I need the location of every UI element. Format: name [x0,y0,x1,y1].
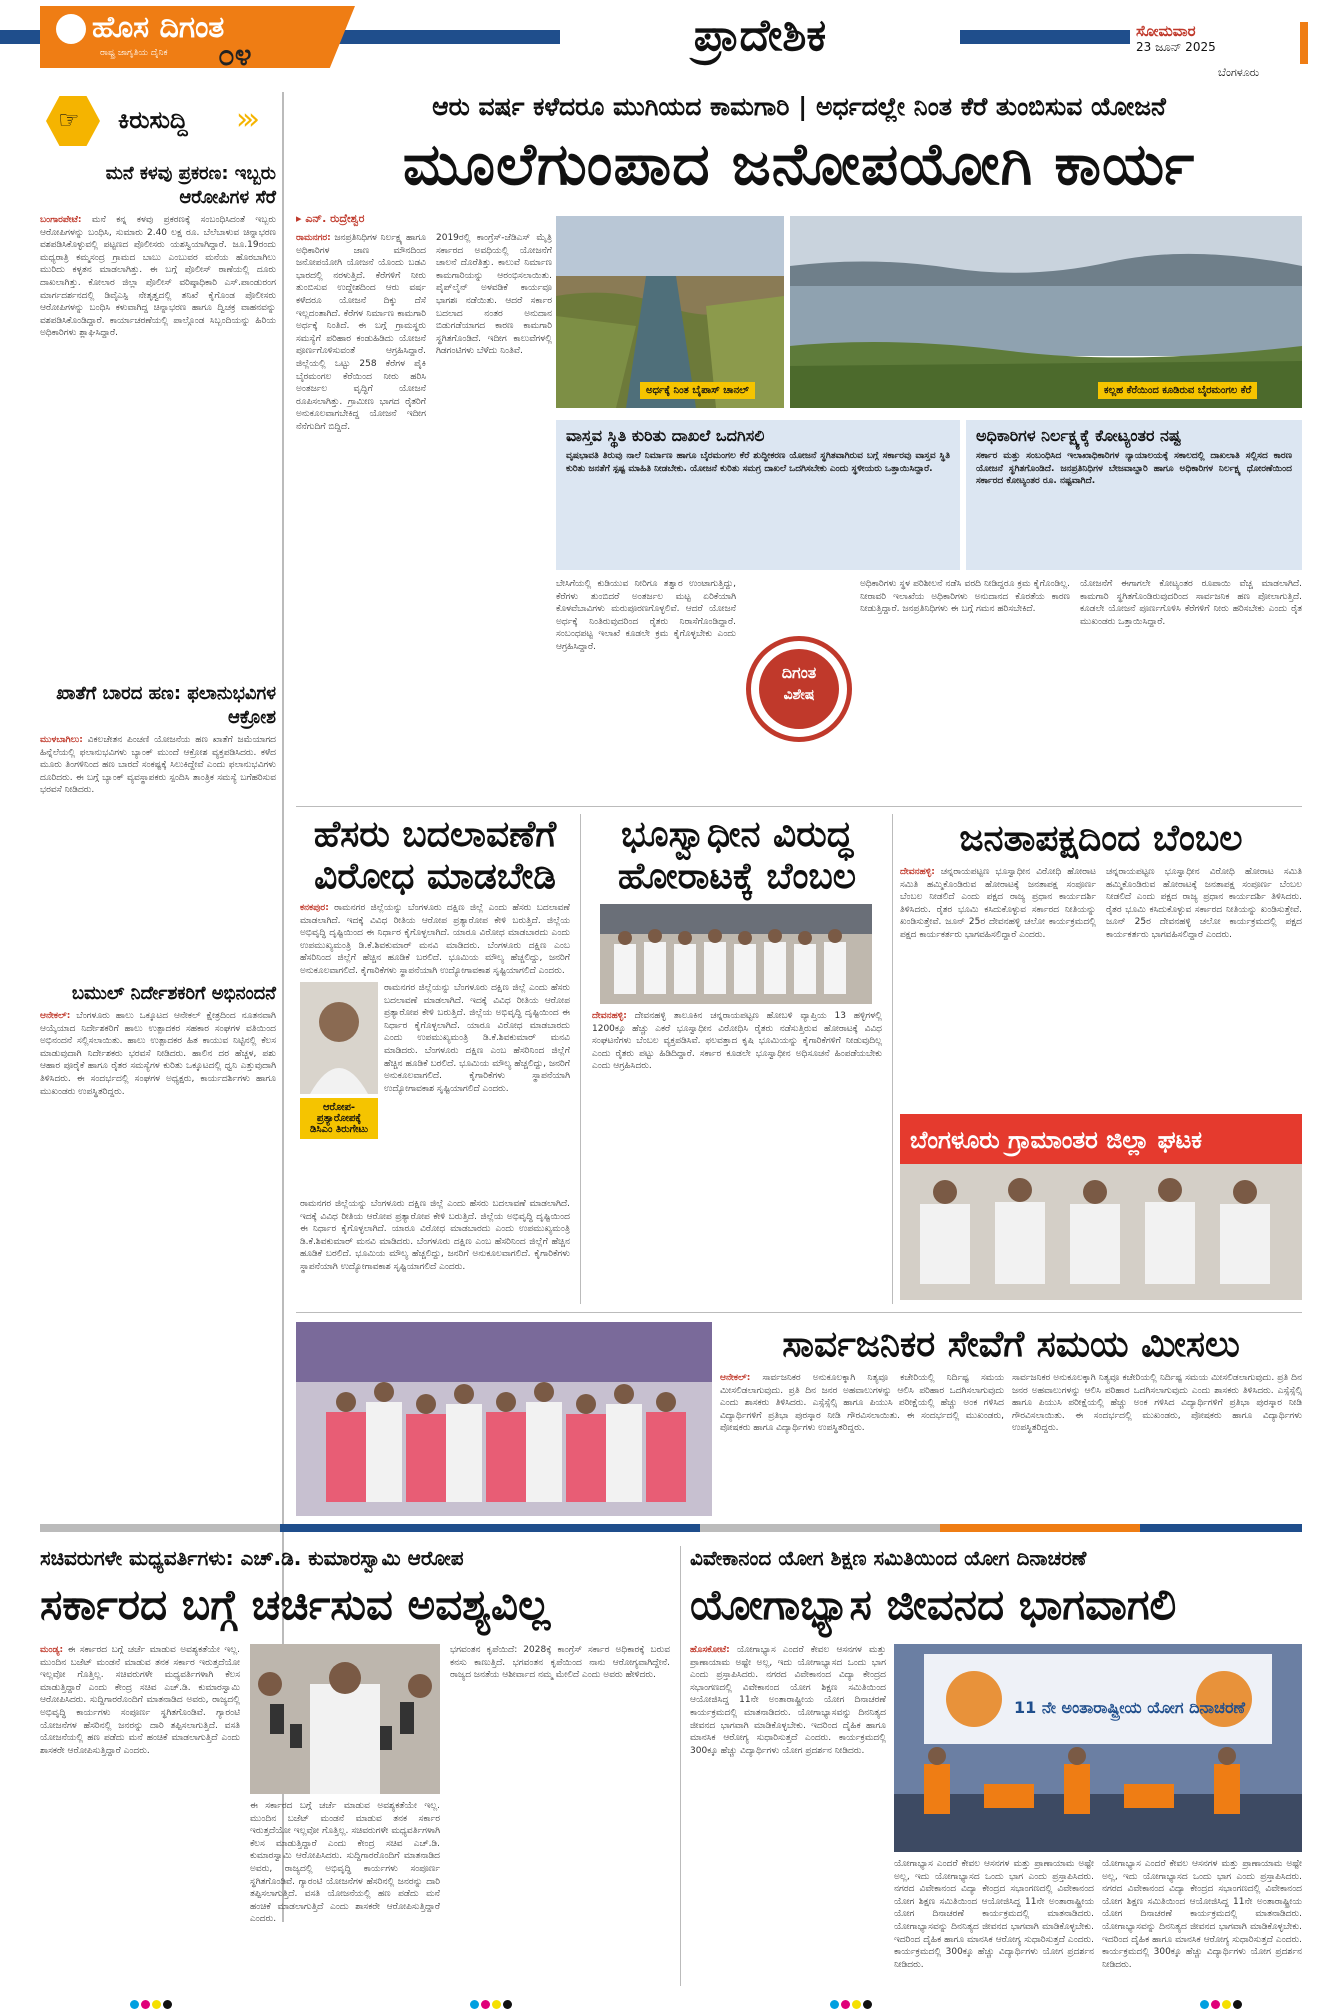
brief-headline: ಮನೆ ಕಳವು ಪ್ರಕರಣ: ಇಬ್ಬರು ಆರೋಪಿಗಳ ಸೆರೆ [105,163,276,208]
lead-kicker: ಆರು ವರ್ಷ ಕಳೆದರೂ ಮುಗಿಯದ ಕಾಮಗಾರಿ | ಅರ್ಧದಲ್ಲೇ ನಿಂತ ಕೆರೆ ತುಂಬಿಸುವ ಯೋಜನೆ [432,92,1166,121]
brief-dateline: ಮುಳಬಾಗಿಲು: [40,735,83,745]
lead-dateline: ರಾಮನಗರ: [296,233,331,243]
lead-text: ಯೋಜನೆಗೆ ಈಗಾಗಲೇ ಕೋಟ್ಯಂತರ ರೂಪಾಯಿ ವೆಚ್ಚ ಮಾಡಲಾಗಿದೆ. ಕಾಮಗಾರಿ ಸ್ಥಗಿತಗೊಂಡಿರುವುದರಿಂದ ಸಾರ್ವಜನಿಕ ಹಣ ಪೋಲಾಗುತ್ತಿದೆ. ಕೂಡಲೇ ಯೋಜನೆ ಪೂರ್ಣಗೊಳಿಸಿ ಕೆರೆಗಳಿಗೆ ನೀರು ಹರಿಸಬೇಕು ಎಂದು ರೈತ ಮುಖಂಡರು ಒತ್ತಾಯಿಸಿದ್ದಾರೆ. [1080,579,1302,627]
brief-text: ಬೆಂಗಳೂರು ಹಾಲು ಒಕ್ಕೂಟದ ಆನೇಕಲ್ ಕ್ಷೇತ್ರದಿಂದ ನೂತನವಾಗಿ ಆಯ್ಕೆಯಾದ ನಿರ್ದೇಶಕರಿಗೆ ಹಾಲು ಉತ್ಪಾದಕರ ಸಹಕಾರ ಸಂಘಗಳ ವತಿಯಿಂದ ಅಭಿನಂದನೆ ಸಲ್ಲಿಸಲಾಯಿತು. ಹಾಲು ಉತ್ಪಾದಕರ ಹಿತ ಕಾಯುವ ನಿಟ್ಟಿನಲ್ಲಿ ಕೆಲಸ ಮಾಡುವುದಾಗಿ ನಿರ್ದೇಶಕರು ಭರವಸೆ ನೀಡಿದರು. ಹಾಲಿನ ದರ ಹೆಚ್ಚಳ, ಪಶು ಆಹಾರ ಪೂರೈಕೆ ಹಾಗೂ ರೈತರ ಸಮಸ್ಯೆಗಳ ಕುರಿತು ಒಕ್ಕೂಟದಲ್ಲಿ ಧ್ವನಿ ಎತ್ತುವುದಾಗಿ ತಿಳಿಸಿದರು. ಈ ಸಂದರ್ಭದಲ್ಲಿ ಸಂಘಗಳ ಅಧ್ಯಕ್ಷರು, ಕಾರ್ಯದರ್ಶಿಗಳು ಹಾಗೂ ಮುಖಂಡರು ಉಪಸ್ಥಿತರಿದ್ದರು. [40,1011,276,1097]
lead-column [296,232,426,642]
brief-text: ವಿಕಲಚೇತನ ಪಿಂಚಣಿ ಯೋಜನೆಯ ಹಣ ಖಾತೆಗೆ ಜಮೆಯಾಗದ ಹಿನ್ನೆಲೆಯಲ್ಲಿ ಫಲಾನುಭವಿಗಳು ಬ್ಯಾಂಕ್ ಮುಂದೆ ಆಕ್ರೋಶ ವ್ಯಕ್ತಪಡಿಸಿದರು. ಕಳೆದ ಮೂರು ತಿಂಗಳಿನಿಂದ ಹಣ ಬಾರದೆ ಸಂಕಷ್ಟಕ್ಕೆ ಸಿಲುಕಿದ್ದೇವೆ ಎಂದು ಫಲಾನುಭವಿಗಳು ದೂರಿದರು. ಈ ಬಗ್ಗೆ ಬ್ಯಾಂಕ್ ವ್ಯವಸ್ಥಾಪಕರು ಸ್ಪಂದಿಸಿ ತಾಂತ್ರಿಕ ಸಮಸ್ಯೆ ಬಗೆಹರಿಸುವ ಭರವಸೆ ನೀಡಿದರು. [40,735,276,796]
column-divider [680,1546,681,1986]
janata-text: ಚನ್ನರಾಯಪಟ್ಟಣ ಭೂಸ್ವಾಧೀನ ವಿರೋಧಿ ಹೋರಾಟ ಸಮಿತಿ ಹಮ್ಮಿಕೊಂಡಿರುವ ಹೋರಾಟಕ್ಕೆ ಜನತಾಪಕ್ಷ ಸಂಪೂರ್ಣ ಬೆಂಬಲ ನೀಡಲಿದೆ ಎಂದು ಪಕ್ಷದ ರಾಜ್ಯ ಪ್ರಧಾನ ಕಾರ್ಯದರ್ಶಿ ತಿಳಿಸಿದರು. ರೈತರ ಭೂಮಿ ಕಸಿದುಕೊಳ್ಳುವ ಸರ್ಕಾರದ ನೀತಿಯನ್ನು ಖಂಡಿಸುತ್ತೇವೆ. ಜೂನ್ 25ರ ದೇವನಹಳ್ಳಿ ಚಲೋ ಕಾರ್ಯಕ್ರಮದಲ್ಲಿ ಪಕ್ಷದ ಕಾರ್ಯಕರ್ತರು ಭಾಗವಹಿಸಲಿದ್ದಾರೆ ಎಂದರು. [900,867,1096,940]
yoga-headline: ಯೋಗಾಭ್ಯಾಸ ಜೀವನದ ಭಾಗವಾಗಲಿ [690,1580,1177,1629]
fact-box-text: ವೃಷಭಾವತಿ ತಿರುವು ನಾಲೆ ನಿರ್ಮಾಣ ಹಾಗೂ ಬೈರಮಂಗಲ ಕೆರೆ ಶುದ್ಧೀಕರಣ ಯೋಜನೆ ಸ್ಥಗಿತವಾಗಿರುವ ಬಗ್ಗೆ ಸರ್ಕಾರವು ವಾಸ್ತವ ಸ್ಥಿತಿ ಕುರಿತು ಜನತೆಗೆ ಸ್ಪಷ್ಟ ಮಾಹಿತಿ ನೀಡಬೇಕು. ಯೋಜನೆ ಕುರಿತು ಸಮಗ್ರ ದಾಖಲೆ ಒದಗಿಸಬೇಕು ಎಂದು ಸ್ಥಳೀಯರು ಒತ್ತಾಯಿಸಿದ್ದಾರೆ. [566,451,950,474]
fact-box [966,420,1302,570]
rename-body-cont [300,1198,570,1298]
canal-illustration [556,216,784,408]
briefs-title: ಕಿರುಸುದ್ದಿ [118,106,188,134]
public-text-cont: ಸಾರ್ವಜನಿಕರ ಅನುಕೂಲಕ್ಕಾಗಿ ನಿತ್ಯವೂ ಕಚೇರಿಯಲ್ಲಿ ನಿರ್ದಿಷ್ಟ ಸಮಯ ಮೀಸಲಿಡಲಾಗುವುದು. ಪ್ರತಿ ದಿನ ಜನರ ಅಹವಾಲುಗಳನ್ನು ಆಲಿಸಿ ಪರಿಹಾರ ಒದಗಿಸಲಾಗುವುದು ಎಂದು ಶಾಸಕರು ತಿಳಿಸಿದರು. ಎಸ್ಸೆಸ್ಸೆಲ್ಸಿ ಹಾಗೂ ಪಿಯುಸಿ ಪರೀಕ್ಷೆಯಲ್ಲಿ ಹೆಚ್ಚು ಅಂಕ ಗಳಿಸಿದ ವಿದ್ಯಾರ್ಥಿಗಳಿಗೆ ಪ್ರತಿಭಾ ಪುರಸ್ಕಾರ ನೀಡಿ ಗೌರವಿಸಲಾಯಿತು. ಈ ಸಂದರ್ಭದಲ್ಲಿ ಮುಖಂಡರು, ಪೋಷಕರು ಹಾಗೂ ವಿದ್ಯಾರ್ಥಿಗಳು ಉಪಸ್ಥಿತರಿದ್ದರು. [1012,1373,1302,1434]
yoga-illustration [894,1644,1302,1852]
date-date: 23 ಜೂನ್ 2025 [1136,40,1216,54]
hdk-text-2: ಭಗವಂತನ ಕೃಪೆಯಿದೆ: 2028ಕ್ಕೆ ಕಾಂಗ್ರೆಸ್ ಸರ್ಕಾರ ಅಧಿಕಾರಕ್ಕೆ ಬರುವ ಕನಸು ಕಾಣುತ್ತಿದೆ. ಭಗವಂತನ ಕೃಪೆಯಿಂದ ನಾನು ಆರೋಗ್ಯವಾಗಿದ್ದೇನೆ. ರಾಜ್ಯದ ಜನತೆಯ ಆಶೀರ್ವಾದ ನಮ್ಮ ಮೇಲಿದೆ ಎಂದು ಅವರು ಹೇಳಿದರು. [450,1645,670,1681]
brief-headline: ಖಾತೆಗೆ ಬಾರದ ಹಣ: ಫಲಾನುಭವಿಗಳ ಆಕ್ರೋಶ [56,683,276,728]
hdk-text-cont: ಈ ಸರ್ಕಾರದ ಬಗ್ಗೆ ಚರ್ಚೆ ಮಾಡುವ ಅವಶ್ಯಕತೆಯೇ ಇಲ್ಲ. ಮುಂದಿನ ಬಜೆಟ್ ಮಂಡನೆ ಮಾಡುವ ತನಕ ಸರ್ಕಾರ ಇರುತ್ತದೆಯೋ ಇಲ್ಲವೋ ಗೊತ್ತಿಲ್ಲ. ಸಚಿವರುಗಳೇ ಮಧ್ಯವರ್ತಿಗಳಾಗಿ ಕೆಲಸ ಮಾಡುತ್ತಿದ್ದಾರೆ ಎಂದು ಕೇಂದ್ರ ಸಚಿವ ಎಚ್.ಡಿ. ಕುಮಾರಸ್ವಾಮಿ ಆರೋಪಿಸಿದರು. ಸುದ್ದಿಗಾರರೊಂದಿಗೆ ಮಾತನಾಡಿದ ಅವರು, ರಾಜ್ಯದಲ್ಲಿ ಅಭಿವೃದ್ಧಿ ಕಾರ್ಯಗಳು ಸಂಪೂರ್ಣ ಸ್ಥಗಿತಗೊಂಡಿವೆ. ಗ್ಯಾರಂಟಿ ಯೋಜನೆಗಳ ಹೆಸರಿನಲ್ಲಿ ಜನರನ್ನು ದಾರಿ ತಪ್ಪಿಸಲಾಗುತ್ತಿದೆ. ವಸತಿ ಯೋಜನೆಯಲ್ಲಿ ಹಣ ಪಡೆದು ಮನೆ ಹಂಚಿಕೆ ಮಾಡಲಾಗುತ್ತಿದೆ ಎಂದು ಶಾಸಕರೇ ಆರೋಪಿಸುತ್ತಿದ್ದಾರೆ ಎಂದರು. [250,1801,440,1925]
rename-text-cont: ರಾಮನಗರ ಜಿಲ್ಲೆಯನ್ನು ಬೆಂಗಳೂರು ದಕ್ಷಿಣ ಜಿಲ್ಲೆ ಎಂದು ಹೆಸರು ಬದಲಾವಣೆ ಮಾಡಲಾಗಿದೆ. ಇದಕ್ಕೆ ವಿವಿಧ ರೀತಿಯ ಆರೋಪ ಪ್ರತ್ಯಾರೋಪ ಕೇಳಿ ಬರುತ್ತಿದೆ. ಜಿಲ್ಲೆಯ ಅಭಿವೃದ್ಧಿ ದೃಷ್ಟಿಯಿಂದ ಈ ನಿರ್ಧಾರ ಕೈಗೊಳ್ಳಲಾಗಿದೆ. ಯಾರೂ ವಿರೋಧ ಮಾಡಬಾರದು ಎಂದು ಉಪಮುಖ್ಯಮಂತ್ರಿ ಡಿ.ಕೆ.ಶಿವಕುಮಾರ್ ಮನವಿ ಮಾಡಿದರು. ಬೆಂಗಳೂರು ದಕ್ಷಿಣ ಎಂಬ ಹೆಸರಿನಿಂದ ಜಿಲ್ಲೆಗೆ ಹೆಚ್ಚಿನ ಹೂಡಿಕೆ ಬರಲಿದೆ. ಭೂಮಿಯ ಮೌಲ್ಯ ಹೆಚ್ಚಲಿದ್ದು, ಜನರಿಗೆ ಅನುಕೂಲವಾಗಲಿದೆ. ಕೈಗಾರಿಕೆಗಳು ಸ್ಥಾಪನೆಯಾಗಿ ಉದ್ಯೋಗಾವಕಾಶ ಸೃಷ್ಟಿಯಾಗಲಿದೆ ಎಂದರು. [384,983,570,1094]
hdk-press-photo [250,1644,440,1794]
lead-column [436,232,552,642]
brief-item [40,982,276,1098]
land-body [592,1010,882,1300]
rename-dateline: ಕನಕಪುರ: [300,903,329,913]
yoga-body-cont [1102,1858,1302,1984]
janata-body-cont [1106,866,1302,1106]
hdk-dateline: ಮಂಡ್ಯ: [40,1645,64,1655]
page-number: ೦೪ [218,38,252,73]
fact-box-title: ಅಧಿಕಾರಿಗಳ ನಿರ್ಲಕ್ಷ್ಯಕ್ಕೆ ಕೋಟ್ಯಂತರ ನಷ್ಟ [976,426,1181,445]
date-city: ಬೆಂಗಳೂರು [1218,66,1260,79]
registration-marks [830,1994,874,2009]
band-segment [700,1524,940,1532]
portrait-caption: ಆರೋಪ-ಪ್ರತ್ಯಾರೋಪಕ್ಕೆ ಡಿಸಿಎಂ ತಿರುಗೇಟು [300,1098,378,1139]
yoga-text-cont: ಯೋಗಾಭ್ಯಾಸ ಎಂದರೆ ಕೇವಲ ಆಸನಗಳ ಮತ್ತು ಪ್ರಾಣಾಯಾಮ ಅಷ್ಟೇ ಅಲ್ಲ, ಇದು ಯೋಗಾಭ್ಯಾಸದ ಒಂದು ಭಾಗ ಎಂದು ಪ್ರಸ್ತಾಪಿಸಿದರು. ನಗರದ ವಿವೇಕಾನಂದ ವಿದ್ಯಾ ಕೇಂದ್ರದ ಸಭಾಂಗಣದಲ್ಲಿ ವಿವೇಕಾನಂದ ಯೋಗ ಶಿಕ್ಷಣ ಸಮಿತಿಯಿಂದ ಆಯೋಜಿಸಿದ್ದ 11ನೇ ಅಂತಾರಾಷ್ಟ್ರೀಯ ಯೋಗ ದಿನಾಚರಣೆ ಕಾರ್ಯಕ್ರಮದಲ್ಲಿ ಮಾತನಾಡಿದರು. ಯೋಗಾಭ್ಯಾಸವನ್ನು ದಿನನಿತ್ಯದ ಜೀವನದ ಭಾಗವಾಗಿ ಮಾಡಿಕೊಳ್ಳಬೇಕು. ಇದರಿಂದ ದೈಹಿಕ ಹಾಗೂ ಮಾನಸಿಕ ಆರೋಗ್ಯ ಸುಧಾರಿಸುತ್ತದೆ ಎಂದರು. ಕಾರ್ಯಕ್ರಮದಲ್ಲಿ 300ಕ್ಕೂ ಹೆಚ್ಚು ವಿದ್ಯಾರ್ಥಿಗಳು ಯೋಗ ಪ್ರದರ್ಶನ ನೀಡಿದರು. [894,1859,1094,1970]
column-divider [580,814,581,1304]
dcm-portrait [300,982,378,1094]
yoga-body-cont [894,1858,1094,1984]
brief-text: ಮನೆ ಕನ್ನ ಕಳವು ಪ್ರಕರಣಕ್ಕೆ ಸಂಬಂಧಿಸಿದಂತೆ ಇಬ್ಬರು ಆರೋಪಿಗಳನ್ನು ಬಂಧಿಸಿ, ಸುಮಾರು 2.40 ಲಕ್ಷ ರೂ. ಬೆಲೆಬಾಳುವ ಚಿನ್ನಾಭರಣ ವಶಪಡಿಸಿಕೊಳ್ಳುವಲ್ಲಿ ಪಟ್ಟಣದ ಪೊಲೀಸರು ಯಶಸ್ವಿಯಾಗಿದ್ದಾರೆ. ಜೂ.19ರಂದು ಮಧ್ಯರಾತ್ರಿ ಕಮ್ಮಸಂದ್ರ ಗ್ರಾಮದ ಬಾಬು ಎಂಬುವರ ಮನೆಯ ಹೊರಬಾಗಿಲು ಮುರಿದು ಕಳ್ಳತನ ಮಾಡಲಾಗಿತ್ತು. ಈ ಬಗ್ಗೆ ಪೊಲೀಸ್ ಠಾಣೆಯಲ್ಲಿ ದೂರು ದಾಖಲಾಗಿತ್ತು. ಕೋಲಾರ ಜಿಲ್ಲಾ ಪೊಲೀಸ್ ವರಿಷ್ಠಾಧಿಕಾರಿ ಎಸ್.ಪಾಂಡುರಂಗ ಮಾರ್ಗದರ್ಶನದಲ್ಲಿ ಡಿವೈಎಸ್ಪಿ ನೇತೃತ್ವದಲ್ಲಿ ತನಿಖೆ ಕೈಗೊಂಡ ಪೊಲೀಸರು ಆರೋಪಿಗಳನ್ನು ಬಂಧಿಸಿ ಕಳುವಾಗಿದ್ದ ಚಿನ್ನಾಭರಣ ಹಾಗೂ ದ್ವಿಚಕ್ರ ವಾಹನವನ್ನು ವಶಪಡಿಸಿಕೊಂಡಿದ್ದಾರೆ. ಕಾರ್ಯಾಚರಣೆಯಲ್ಲಿ ಪಾಲ್ಗೊಂಡ ಸಿಬ್ಬಂದಿಯನ್ನು ಹಿರಿಯ ಅಧಿಕಾರಿಗಳು ಶ್ಲಾಘಿಸಿದ್ದಾರೆ. [40,215,276,339]
public-dateline: ಆನೇಕಲ್: [720,1373,751,1383]
yoga-banner-text: 11 ನೇ ಅಂತಾರಾಷ್ಟ್ರೀಯ ಯೋಗ ದಿನಾಚರಣೆ [1014,1698,1246,1717]
hdk-headline: ಸರ್ಕಾರದ ಬಗ್ಗೆ ಚರ್ಚಿಸುವ ಅವಶ್ಯವಿಲ್ಲ [40,1580,551,1629]
rename-body [300,902,570,978]
band-segment [280,1524,700,1532]
felicitation-photo [296,1322,712,1516]
fact-box-title: ವಾಸ್ತವ ಸ್ಥಿತಿ ಕುರಿತು ದಾಖಲೆ ಒದಗಿಸಲಿ [566,426,765,445]
date-accent-bar [1300,22,1308,64]
hdk-text: ಈ ಸರ್ಕಾರದ ಬಗ್ಗೆ ಚರ್ಚೆ ಮಾಡುವ ಅವಶ್ಯಕತೆಯೇ ಇಲ್ಲ. ಮುಂದಿನ ಬಜೆಟ್ ಮಂಡನೆ ಮಾಡುವ ತನಕ ಸರ್ಕಾರ ಇರುತ್ತದೆಯೋ ಇಲ್ಲವೋ ಗೊತ್ತಿಲ್ಲ. ಸಚಿವರುಗಳೇ ಮಧ್ಯವರ್ತಿಗಳಾಗಿ ಕೆಲಸ ಮಾಡುತ್ತಿದ್ದಾರೆ ಎಂದು ಕೇಂದ್ರ ಸಚಿವ ಎಚ್.ಡಿ. ಕುಮಾರಸ್ವಾಮಿ ಆರೋಪಿಸಿದರು. ಸುದ್ದಿಗಾರರೊಂದಿಗೆ ಮಾತನಾಡಿದ ಅವರು, ರಾಜ್ಯದಲ್ಲಿ ಅಭಿವೃದ್ಧಿ ಕಾರ್ಯಗಳು ಸಂಪೂರ್ಣ ಸ್ಥಗಿತಗೊಂಡಿವೆ. ಗ್ಯಾರಂಟಿ ಯೋಜನೆಗಳ ಹೆಸರಿನಲ್ಲಿ ಜನರನ್ನು ದಾರಿ ತಪ್ಪಿಸಲಾಗುತ್ತಿದೆ. ವಸತಿ ಯೋಜನೆಯಲ್ಲಿ ಹಣ ಪಡೆದು ಮನೆ ಹಂಚಿಕೆ ಮಾಡಲಾಗುತ್ತಿದೆ ಎಂದು ಶಾಸಕರೇ ಆರೋಪಿಸುತ್ತಿದ್ದಾರೆ ಎಂದರು. [40,1645,240,1756]
paper-tagline: ರಾಷ್ಟ್ರ ಜಾಗೃತಿಯ ದೈನಿಕ [100,48,168,58]
band-segment [940,1524,1140,1532]
briefs-header [40,92,276,150]
janata-dateline: ದೇವನಹಳ್ಳಿ: [900,867,935,877]
band-segment [1140,1524,1302,1532]
land-dateline: ದೇವನಹಳ್ಳಿ: [592,1011,627,1021]
public-headline: ಸಾರ್ವಜನಿಕರ ಸೇವೆಗೆ ಸಮಯ ಮೀಸಲು [782,1324,1240,1365]
digantha-special-seal [746,636,852,742]
yoga-text-cont: ಯೋಗಾಭ್ಯಾಸ ಎಂದರೆ ಕೇವಲ ಆಸನಗಳ ಮತ್ತು ಪ್ರಾಣಾಯಾಮ ಅಷ್ಟೇ ಅಲ್ಲ, ಇದು ಯೋಗಾಭ್ಯಾಸದ ಒಂದು ಭಾಗ ಎಂದು ಪ್ರಸ್ತಾಪಿಸಿದರು. ನಗರದ ವಿವೇಕಾನಂದ ವಿದ್ಯಾ ಕೇಂದ್ರದ ಸಭಾಂಗಣದಲ್ಲಿ ವಿವೇಕಾನಂದ ಯೋಗ ಶಿಕ್ಷಣ ಸಮಿತಿಯಿಂದ ಆಯೋಜಿಸಿದ್ದ 11ನೇ ಅಂತಾರಾಷ್ಟ್ರೀಯ ಯೋಗ ದಿನಾಚರಣೆ ಕಾರ್ಯಕ್ರಮದಲ್ಲಿ ಮಾತನಾಡಿದರು. ಯೋಗಾಭ್ಯಾಸವನ್ನು ದಿನನಿತ್ಯದ ಜೀವನದ ಭಾಗವಾಗಿ ಮಾಡಿಕೊಳ್ಳಬೇಕು. ಇದರಿಂದ ದೈಹಿಕ ಹಾಗೂ ಮಾನಸಿಕ ಆರೋಗ್ಯ ಸುಧಾರಿಸುತ್ತದೆ ಎಂದರು. ಕಾರ್ಯಕ್ರಮದಲ್ಲಿ 300ಕ್ಕೂ ಹೆಚ್ಚು ವಿದ್ಯಾರ್ಥಿಗಳು ಯೋಗ ಪ್ರದರ್ಶನ ನೀಡಿದರು. [1102,1859,1302,1970]
portrait-illustration [300,982,378,1094]
brief-body [40,734,276,797]
lead-column [556,578,736,796]
section-divider [296,1312,1302,1313]
registration-marks [470,1994,514,2009]
section-title: ಪ್ರಾದೇಶಿಕ [560,10,960,70]
public-text: ಸಾರ್ವಜನಿಕರ ಅನುಕೂಲಕ್ಕಾಗಿ ನಿತ್ಯವೂ ಕಚೇರಿಯಲ್ಲಿ ನಿರ್ದಿಷ್ಟ ಸಮಯ ಮೀಸಲಿಡಲಾಗುವುದು. ಪ್ರತಿ ದಿನ ಜನರ ಅಹವಾಲುಗಳನ್ನು ಆಲಿಸಿ ಪರಿಹಾರ ಒದಗಿಸಲಾಗುವುದು ಎಂದು ಶಾಸಕರು ತಿಳಿಸಿದರು. ಎಸ್ಸೆಸ್ಸೆಲ್ಸಿ ಹಾಗೂ ಪಿಯುಸಿ ಪರೀಕ್ಷೆಯಲ್ಲಿ ಹೆಚ್ಚು ಅಂಕ ಗಳಿಸಿದ ವಿದ್ಯಾರ್ಥಿಗಳಿಗೆ ಪ್ರತಿಭಾ ಪುರಸ್ಕಾರ ನೀಡಿ ಗೌರವಿಸಲಾಯಿತು. ಈ ಸಂದರ್ಭದಲ್ಲಿ ಮುಖಂಡರು, ಪೋಷಕರು ಹಾಗೂ ವಿದ್ಯಾರ್ಥಿಗಳು ಉಪಸ್ಥಿತರಿದ್ದರು. [720,1373,1004,1434]
brief-headline: ಬಮುಲ್ ನಿರ್ದೇಶಕರಿಗೆ ಅಭಿನಂದನೆ [71,983,276,1004]
hdk-body-cont [450,1644,670,1984]
group-illustration [600,904,872,1004]
rename-body-cont [384,982,570,1194]
hdk-kicker: ಸಚಿವರುಗಳೇ ಮಧ್ಯವರ್ತಿಗಳು: ಎಚ್.ಡಿ. ಕುಮಾರಸ್ವಾಮಿ ಆರೋಪ [40,1546,464,1570]
logo-emblem-icon [56,14,86,44]
yoga-photo [894,1644,1302,1852]
brief-dateline: ಬಂಗಾರಪೇಟೆ: [40,215,82,225]
masthead [0,0,1338,82]
land-text: ದೇವನಹಳ್ಳಿ ತಾಲೂಕಿನ ಚನ್ನರಾಯಪಟ್ಟಣ ಹೋಬಳಿ ವ್ಯಾಪ್ತಿಯ 13 ಹಳ್ಳಿಗಳಲ್ಲಿ 1200ಕ್ಕೂ ಹೆಚ್ಚು ಎಕರೆ ಭೂಸ್ವಾಧೀನ ವಿರೋಧಿಸಿ ರೈತರು ನಡೆಸುತ್ತಿರುವ ಹೋರಾಟಕ್ಕೆ ವಿವಿಧ ಸಂಘಟನೆಗಳು ಬೆಂಬಲ ವ್ಯಕ್ತಪಡಿಸಿವೆ. ಫಲವತ್ತಾದ ಕೃಷಿ ಭೂಮಿಯನ್ನು ಕೈಗಾರಿಕೆಗಳಿಗೆ ನೀಡುವುದಿಲ್ಲ ಎಂದು ರೈತರು ಪಟ್ಟು ಹಿಡಿದಿದ್ದಾರೆ. ಸರ್ಕಾರ ಕೂಡಲೇ ಭೂಸ್ವಾಧೀನ ಅಧಿಸೂಚನೆ ಹಿಂಪಡೆಯಬೇಕು ಎಂದು ಆಗ್ರಹಿಸಿದರು. [592,1011,882,1072]
brief-dateline: ಆನೇಕಲ್: [40,1011,71,1021]
banner-text: ಬೆಂಗಳೂರು ಗ್ರಾಮಾಂತರ ಜಿಲ್ಲಾ ಘಟಕ [900,1120,1212,1160]
seal-line1: ದಿಗಂತ [781,663,817,682]
canal-photo [556,216,784,408]
janata-headline: ಜನತಾಪಕ್ಷದಿಂದ ಬೆಂಬಲ [959,818,1243,859]
brief-body [40,214,276,340]
column-divider [892,814,893,1304]
chevron-right-icon: ››› [236,102,254,137]
lake-illustration [790,216,1302,408]
lead-text: ಅಧಿಕಾರಿಗಳು ಸ್ಥಳ ಪರಿಶೀಲನೆ ನಡೆಸಿ ವರದಿ ನೀಡಿದ್ದರೂ ಕ್ರಮ ಕೈಗೊಂಡಿಲ್ಲ. ನೀರಾವರಿ ಇಲಾಖೆಯ ಅಧಿಕಾರಿಗಳು ಅನುದಾನದ ಕೊರತೆಯ ಕಾರಣ ನೀಡುತ್ತಿದ್ದಾರೆ. ಜನಪ್ರತಿನಿಧಿಗಳು ಈ ಬಗ್ಗೆ ಗಮನ ಹರಿಸಬೇಕಿದೆ. [860,579,1070,615]
janata-meeting-photo [900,1114,1302,1300]
yoga-kicker: ವಿವೇಕಾನಂದ ಯೋಗ ಶಿಕ್ಷಣ ಸಮಿತಿಯಿಂದ ಯೋಗ ದಿನಾಚರಣೆ [690,1546,1087,1570]
fact-box [556,420,960,570]
lead-text: ಜನಪ್ರತಿನಿಧಿಗಳ ನಿರ್ಲಕ್ಷ್ಯ ಹಾಗೂ ಅಧಿಕಾರಿಗಳ ಜಾಣ ಮೌನದಿಂದ ಜನೋಪಯೋಗಿ ಯೋಜನೆ ಯೊಂದು ಬಡವಿ ಭಾರದಲ್ಲಿ ನರಳುತ್ತಿದೆ. ಕೆರೆಗಳಿಗೆ ನೀರು ತುಂಬಿಸುವ ಉದ್ದೇಶದಿಂದ ಆರು ವರ್ಷ ಕಳೆದರೂ ಯೋಜನೆ ದಿಕ್ಕು ದೆಸೆ ಇಲ್ಲದಂತಾಗಿದೆ. ಕೆರೆಗಳ ನಿರ್ಮಾಣ ಕಾಮಗಾರಿ ಅರ್ಧಕ್ಕೆ ನಿಂತಿದೆ. ಈ ಬಗ್ಗೆ ಗ್ರಾಮಸ್ಥರು ಸಮಸ್ಯೆಗೆ ಪರಿಹಾರ ಕಂಡುಹಿಡಿದು ಯೋಜನೆ ಪೂರ್ಣಗೊಳಿಸುವಂತೆ ಆಗ್ರಹಿಸಿದ್ದಾರೆ. ಜಿಲ್ಲೆಯಲ್ಲಿ ಒಟ್ಟು 258 ಕೆರೆಗಳ ಪೈಕಿ ಬೈರಮಂಗಲ ಕೆರೆಯಿಂದ ನೀರು ಹರಿಸಿ ಅಂತರ್ಜಲ ವೃದ್ಧಿಗೆ ಯೋಜನೆ ರೂಪಿಸಲಾಗಿತ್ತು. ಗ್ರಾಮೀಣ ಭಾಗದ ರೈತರಿಗೆ ಅನುಕೂಲವಾಗಬೇಕಿದ್ದ ಯೋಜನೆ ಇದೀಗ ನೆನೆಗುದಿಗೆ ಬಿದ್ದಿದೆ. [296,233,426,432]
public-body [720,1372,1004,1512]
lead-headline: ಮೂಲೆಗುಂಪಾದ ಜನೋಪಯೋಗಿ ಕಾರ್ಯ [402,130,1196,198]
yoga-text: ಯೋಗಾಭ್ಯಾಸ ಎಂದರೆ ಕೇವಲ ಆಸನಗಳ ಮತ್ತು ಪ್ರಾಣಾಯಾಮ ಅಷ್ಟೇ ಅಲ್ಲ, ಇದು ಯೋಗಾಭ್ಯಾಸದ ಒಂದು ಭಾಗ ಎಂದು ಪ್ರಸ್ತಾಪಿಸಿದರು. ನಗರದ ವಿವೇಕಾನಂದ ವಿದ್ಯಾ ಕೇಂದ್ರದ ಸಭಾಂಗಣದಲ್ಲಿ ವಿವೇಕಾನಂದ ಯೋಗ ಶಿಕ್ಷಣ ಸಮಿತಿಯಿಂದ ಆಯೋಜಿಸಿದ್ದ 11ನೇ ಅಂತಾರಾಷ್ಟ್ರೀಯ ಯೋಗ ದಿನಾಚರಣೆ ಕಾರ್ಯಕ್ರಮದಲ್ಲಿ ಮಾತನಾಡಿದರು. ಯೋಗಾಭ್ಯಾಸವನ್ನು ದಿನನಿತ್ಯದ ಜೀವನದ ಭಾಗವಾಗಿ ಮಾಡಿಕೊಳ್ಳಬೇಕು. ಇದರಿಂದ ದೈಹಿಕ ಹಾಗೂ ಮಾನಸಿಕ ಆರೋಗ್ಯ ಸುಧಾರಿಸುತ್ತದೆ ಎಂದರು. ಕಾರ್ಯಕ್ರಮದಲ್ಲಿ 300ಕ್ಕೂ ಹೆಚ್ಚು ವಿದ್ಯಾರ್ಥಿಗಳು ಯೋಗ ಪ್ರದರ್ಶನ ನೀಡಿದರು. [690,1645,886,1756]
land-headline: ಭೂಸ್ವಾಧೀನ ವಿರುದ್ಧ ಹೋರಾಟಕ್ಕೆ ಬೆಂಬಲ [617,814,857,897]
rename-text-cont: ರಾಮನಗರ ಜಿಲ್ಲೆಯನ್ನು ಬೆಂಗಳೂರು ದಕ್ಷಿಣ ಜಿಲ್ಲೆ ಎಂದು ಹೆಸರು ಬದಲಾವಣೆ ಮಾಡಲಾಗಿದೆ. ಇದಕ್ಕೆ ವಿವಿಧ ರೀತಿಯ ಆರೋಪ ಪ್ರತ್ಯಾರೋಪ ಕೇಳಿ ಬರುತ್ತಿದೆ. ಜಿಲ್ಲೆಯ ಅಭಿವೃದ್ಧಿ ದೃಷ್ಟಿಯಿಂದ ಈ ನಿರ್ಧಾರ ಕೈಗೊಳ್ಳಲಾಗಿದೆ. ಯಾರೂ ವಿರೋಧ ಮಾಡಬಾರದು ಎಂದು ಉಪಮುಖ್ಯಮಂತ್ರಿ ಡಿ.ಕೆ.ಶಿವಕುಮಾರ್ ಮನವಿ ಮಾಡಿದರು. ಬೆಂಗಳೂರು ದಕ್ಷಿಣ ಎಂಬ ಹೆಸರಿನಿಂದ ಜಿಲ್ಲೆಗೆ ಹೆಚ್ಚಿನ ಹೂಡಿಕೆ ಬರಲಿದೆ. ಭೂಮಿಯ ಮೌಲ್ಯ ಹೆಚ್ಚಲಿದ್ದು, ಜನರಿಗೆ ಅನುಕೂಲವಾಗಲಿದೆ. ಕೈಗಾರಿಕೆಗಳು ಸ್ಥಾಪನೆಯಾಗಿ ಉದ್ಯೋಗಾವಕಾಶ ಸೃಷ್ಟಿಯಾಗಲಿದೆ ಎಂದರು. [300,1199,570,1272]
fact-box-text: ಸರ್ಕಾರ ಮತ್ತು ಸಂಬಂಧಿಸಿದ ಇಲಾಖಾಧಿಕಾರಿಗಳ ನ್ಯಾಯಾಲಯಕ್ಕೆ ಸಕಾಲದಲ್ಲಿ ದಾಖಲಾತಿ ಸಲ್ಲಿಸದ ಕಾರಣ ಯೋಜನೆ ಸ್ಥಗಿತಗೊಂಡಿದೆ. ಜನಪ್ರತಿನಿಧಿಗಳ ಬೇಜವಾಬ್ದಾರಿ ಹಾಗೂ ಅಧಿಕಾರಿಗಳ ನಿರ್ಲಕ್ಷ್ಯ ಧೋರಣೆಯಿಂದ ಸರ್ಕಾರದ ಕೋಟ್ಯಂತರ ರೂ. ನಷ್ಟವಾಗಿದೆ. [976,451,1292,487]
photo-caption: ಅರ್ಧಕ್ಕೆ ನಿಂತ ಬೈಪಾಸ್ ಚಾನಲ್ [640,382,755,399]
press-illustration [250,1644,440,1794]
date-day: ಸೋಮವಾರ [1136,22,1196,40]
registration-marks [130,1994,174,2009]
hdk-body-cont [250,1800,440,1984]
rename-headline: ಹೆಸರು ಬದಲಾವಣೆಗೆ ವಿರೋಧ ಮಾಡಬೇಡಿ [313,814,557,897]
janata-text-cont: ಚನ್ನರಾಯಪಟ್ಟಣ ಭೂಸ್ವಾಧೀನ ವಿರೋಧಿ ಹೋರಾಟ ಸಮಿತಿ ಹಮ್ಮಿಕೊಂಡಿರುವ ಹೋರಾಟಕ್ಕೆ ಜನತಾಪಕ್ಷ ಸಂಪೂರ್ಣ ಬೆಂಬಲ ನೀಡಲಿದೆ ಎಂದು ಪಕ್ಷದ ರಾಜ್ಯ ಪ್ರಧಾನ ಕಾರ್ಯದರ್ಶಿ ತಿಳಿಸಿದರು. ರೈತರ ಭೂಮಿ ಕಸಿದುಕೊಳ್ಳುವ ಸರ್ಕಾರದ ನೀತಿಯನ್ನು ಖಂಡಿಸುತ್ತೇವೆ. ಜೂನ್ 25ರ ದೇವನಹಳ್ಳಿ ಚಲೋ ಕಾರ್ಯಕ್ರಮದಲ್ಲಿ ಪಕ್ಷದ ಕಾರ್ಯಕರ್ತರು ಭಾಗವಹಿಸಲಿದ್ದಾರೆ ಎಂದರು. [1106,867,1302,940]
date-block [1130,22,1300,64]
brief-body [40,1010,276,1098]
felicitation-illustration [296,1322,712,1516]
byline-name: ಎನ್. ರುದ್ರೇಶ್ವರ [305,212,365,225]
land-protest-photo [600,904,872,1004]
photo-caption: ಕಲ್ಲಹ ಕೆರೆಯಿಂದ ಕೂಡಿರುವ ಬೈರಮಂಗಲ ಕೆರೆ [1098,382,1257,399]
lead-text: 2019ರಲ್ಲಿ ಕಾಂಗ್ರೆಸ್-ಜೆಡಿಎಸ್ ಮೈತ್ರಿ ಸರ್ಕಾರದ ಅವಧಿಯಲ್ಲಿ ಯೋಜನೆಗೆ ಚಾಲನೆ ದೊರೆತಿತ್ತು. ಕಾಲುವೆ ನಿರ್ಮಾಣ ಕಾಮಗಾರಿಯನ್ನು ಆರಂಭಿಸಲಾಯಿತು. ಪೈಪ್‌ಲೈನ್ ಅಳವಡಿಕೆ ಕಾರ್ಯವೂ ಭಾಗಶಃ ನಡೆಯಿತು. ಆದರೆ ಸರ್ಕಾರ ಬದಲಾದ ನಂತರ ಅನುದಾನ ಬಿಡುಗಡೆಯಾಗದ ಕಾರಣ ಕಾಮಗಾರಿ ಸ್ಥಗಿತಗೊಂಡಿದೆ. ಇದೀಗ ಕಾಲುವೆಗಳಲ್ಲಿ ಗಿಡಗಂಟಿಗಳು ಬೆಳೆದು ನಿಂತಿವೆ. [436,233,552,357]
band-segment [40,1524,280,1532]
yoga-dateline: ಹೊಸಕೋಟೆ: [690,1645,730,1655]
section-divider [296,806,1302,807]
janata-body [900,866,1096,1106]
rename-text: ರಾಮನಗರ ಜಿಲ್ಲೆಯನ್ನು ಬೆಂಗಳೂರು ದಕ್ಷಿಣ ಜಿಲ್ಲೆ ಎಂದು ಹೆಸರು ಬದಲಾವಣೆ ಮಾಡಲಾಗಿದೆ. ಇದಕ್ಕೆ ವಿವಿಧ ರೀತಿಯ ಆರೋಪ ಪ್ರತ್ಯಾರೋಪ ಕೇಳಿ ಬರುತ್ತಿದೆ. ಜಿಲ್ಲೆಯ ಅಭಿವೃದ್ಧಿ ದೃಷ್ಟಿಯಿಂದ ಈ ನಿರ್ಧಾರ ಕೈಗೊಳ್ಳಲಾಗಿದೆ. ಯಾರೂ ವಿರೋಧ ಮಾಡಬಾರದು ಎಂದು ಉಪಮುಖ್ಯಮಂತ್ರಿ ಡಿ.ಕೆ.ಶಿವಕುಮಾರ್ ಮನವಿ ಮಾಡಿದರು. ಬೆಂಗಳೂರು ದಕ್ಷಿಣ ಎಂಬ ಹೆಸರಿನಿಂದ ಜಿಲ್ಲೆಗೆ ಹೆಚ್ಚಿನ ಹೂಡಿಕೆ ಬರಲಿದೆ. ಭೂಮಿಯ ಮೌಲ್ಯ ಹೆಚ್ಚಲಿದ್ದು, ಜನರಿಗೆ ಅನುಕೂಲವಾಗಲಿದೆ. ಕೈಗಾರಿಕೆಗಳು ಸ್ಥಾಪನೆಯಾಗಿ ಉದ್ಯೋಗಾವಕಾಶ ಸೃಷ್ಟಿಯಾಗಲಿದೆ ಎಂದರು. [300,903,570,976]
pointing-hand-icon: ☞ [58,106,80,134]
lake-photo [790,216,1302,408]
seal-inner [759,649,839,729]
brief-item [40,162,276,340]
lead-byline: ▸ ಎನ್. ರುದ್ರೇಶ್ವರ [296,212,365,225]
registration-marks [1200,1994,1244,2009]
paper-name: ಹೊಸ ದಿಗಂತ [92,10,225,45]
lead-column [860,578,1070,796]
hdk-body [40,1644,240,1984]
yoga-body [690,1644,886,1984]
lead-text: ಬೇಸಿಗೆಯಲ್ಲಿ ಕುಡಿಯುವ ನೀರಿಗೂ ತತ್ವಾರ ಉಂಟಾಗುತ್ತಿದ್ದು, ಕೆರೆಗಳು ತುಂಬಿದರೆ ಅಂತರ್ಜಲ ಮಟ್ಟ ಏರಿಕೆಯಾಗಿ ಕೊಳವೆಬಾವಿಗಳು ಮರುಪೂರಣಗೊಳ್ಳಲಿವೆ. ಆದರೆ ಯೋಜನೆ ಅರ್ಧಕ್ಕೆ ನಿಂತಿರುವುದರಿಂದ ರೈತರು ನಿರಾಸೆಗೊಂಡಿದ್ದಾರೆ. ಸಂಬಂಧಪಟ್ಟ ಇಲಾಖೆ ಕೂಡಲೇ ಕ್ರಮ ಕೈಗೊಳ್ಳಬೇಕು ಎಂದು ಆಗ್ರಹಿಸಿದ್ದಾರೆ. [556,579,736,652]
brief-item [40,682,276,797]
lead-column [1080,578,1302,796]
section-band [40,1524,1302,1532]
public-body-cont [1012,1372,1302,1512]
seal-line2: ವಿಶೇಷ [783,687,815,703]
